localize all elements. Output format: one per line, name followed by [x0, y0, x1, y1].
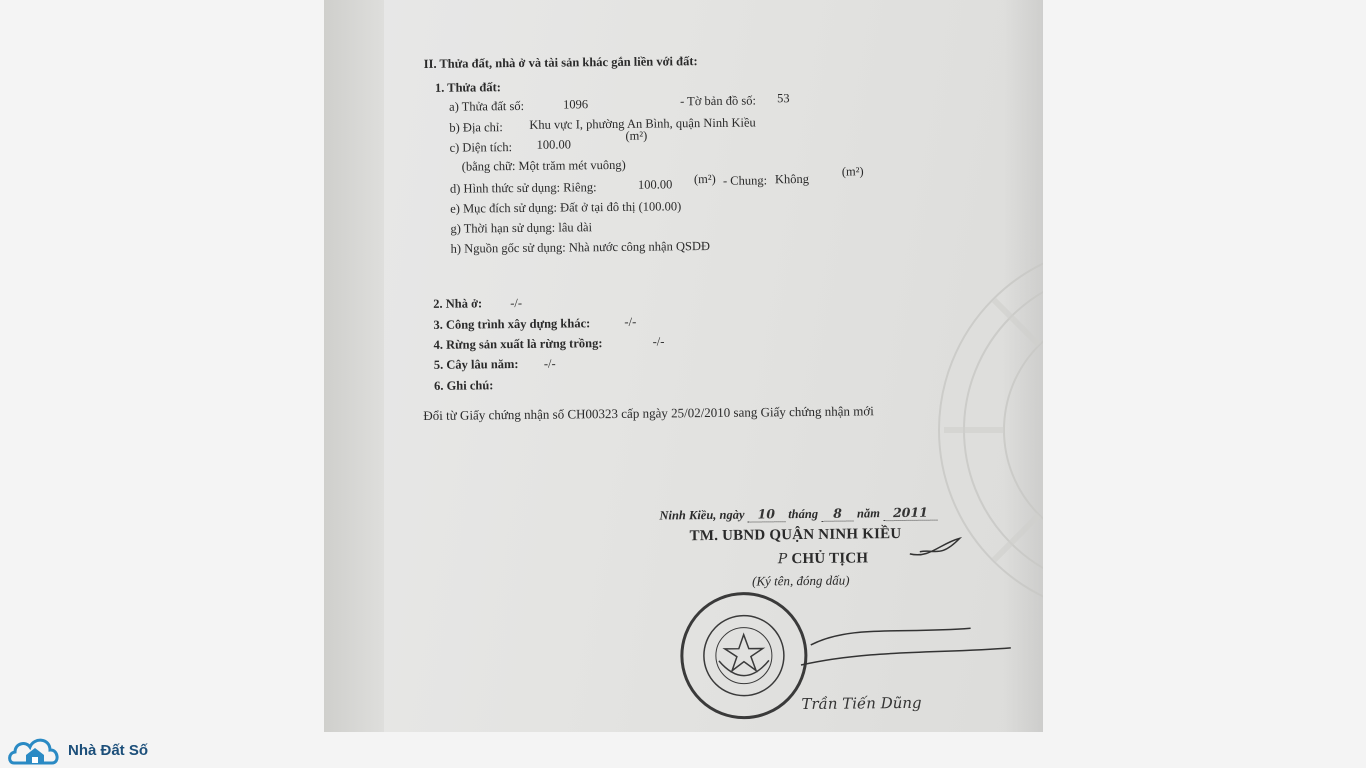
- sign-day: 10: [748, 506, 786, 522]
- item-forest-label: 4. Rừng sản xuất là rừng trồng:: [433, 336, 603, 352]
- map-sheet-value: 53: [776, 91, 790, 106]
- brand-logo-text: Nhà Đất Số: [68, 741, 149, 759]
- usage-term: g) Thời hạn sử dụng: lâu dài: [450, 220, 593, 236]
- item-house-label: 2. Nhà ở:: [433, 296, 483, 311]
- item-construction-value: -/-: [624, 314, 637, 329]
- parcel-number-value: 1096: [563, 97, 589, 112]
- usage-purpose: e) Mục đích sử dụng: Đất ở tại đô thị (100.00): [450, 199, 682, 216]
- sign-year: 2011: [883, 505, 938, 522]
- address-label: b) Địa chỉ:: [449, 120, 503, 135]
- sign-place: Ninh Kiều, ngày: [659, 507, 745, 523]
- item-note-label: 6. Ghi chú:: [433, 378, 494, 393]
- signer-name: Trần Tiến Dũng: [801, 693, 922, 714]
- area-unit: (m²): [625, 128, 648, 143]
- usage-private-unit: (m²): [693, 171, 716, 187]
- sign-note: (Ký tên, đóng dấu): [752, 572, 850, 589]
- usage-private-value: 100.00: [637, 177, 673, 192]
- area-in-words: (bằng chữ: Một trăm mét vuông): [461, 157, 626, 174]
- address-value: Khu vực I, phường An Bình, quận Ninh Kiều: [529, 115, 756, 132]
- usage-origin: h) Nguồn gốc sử dụng: Nhà nước công nhận QSDĐ: [450, 238, 711, 256]
- note-text: Đổi từ Giấy chứng nhận số CH00323 cấp ngày 25/02/2010 sang Giấy chứng nhận mới: [423, 403, 874, 423]
- document-photo: [324, 0, 1043, 732]
- sign-month-label: tháng: [788, 506, 819, 522]
- house-cloud-icon: [6, 733, 64, 767]
- sign-month: 8: [821, 505, 854, 521]
- section-title: II. Thửa đất, nhà ở và tài sản khác gắn liền với đất:: [423, 54, 698, 71]
- area-label: c) Diện tích:: [449, 140, 513, 155]
- item-perennial-label: 5. Cây lâu năm:: [433, 356, 519, 372]
- parcel-number-label: a) Thửa đất số:: [449, 98, 525, 114]
- usage-shared-value: Không: [774, 171, 810, 187]
- authority-title: TM. UBND QUẬN NINH KIỀU: [689, 525, 902, 545]
- brand-logo: [6, 732, 166, 768]
- map-sheet-label: - Tờ bản đồ số:: [680, 93, 756, 109]
- item-forest-value: -/-: [652, 334, 665, 349]
- sign-year-label: năm: [856, 506, 881, 521]
- position-name: CHỦ TỊCH: [791, 550, 869, 568]
- area-value: 100.00: [536, 137, 571, 152]
- sign-date: [659, 505, 938, 524]
- position-prefix: P: [777, 551, 788, 568]
- certificate-page: [324, 0, 1043, 732]
- item-construction-label: 3. Công trình xây dựng khác:: [433, 316, 591, 332]
- item-perennial-value: -/-: [543, 356, 556, 371]
- item-house-value: -/-: [510, 295, 523, 311]
- usage-shared-label: - Chung:: [722, 173, 768, 188]
- usage-shared-unit: (m²): [841, 164, 864, 179]
- usage-form-label: d) Hình thức sử dụng: Riêng:: [449, 180, 597, 196]
- signature-icon: [790, 523, 1022, 705]
- land-heading: 1. Thửa đất:: [434, 80, 501, 95]
